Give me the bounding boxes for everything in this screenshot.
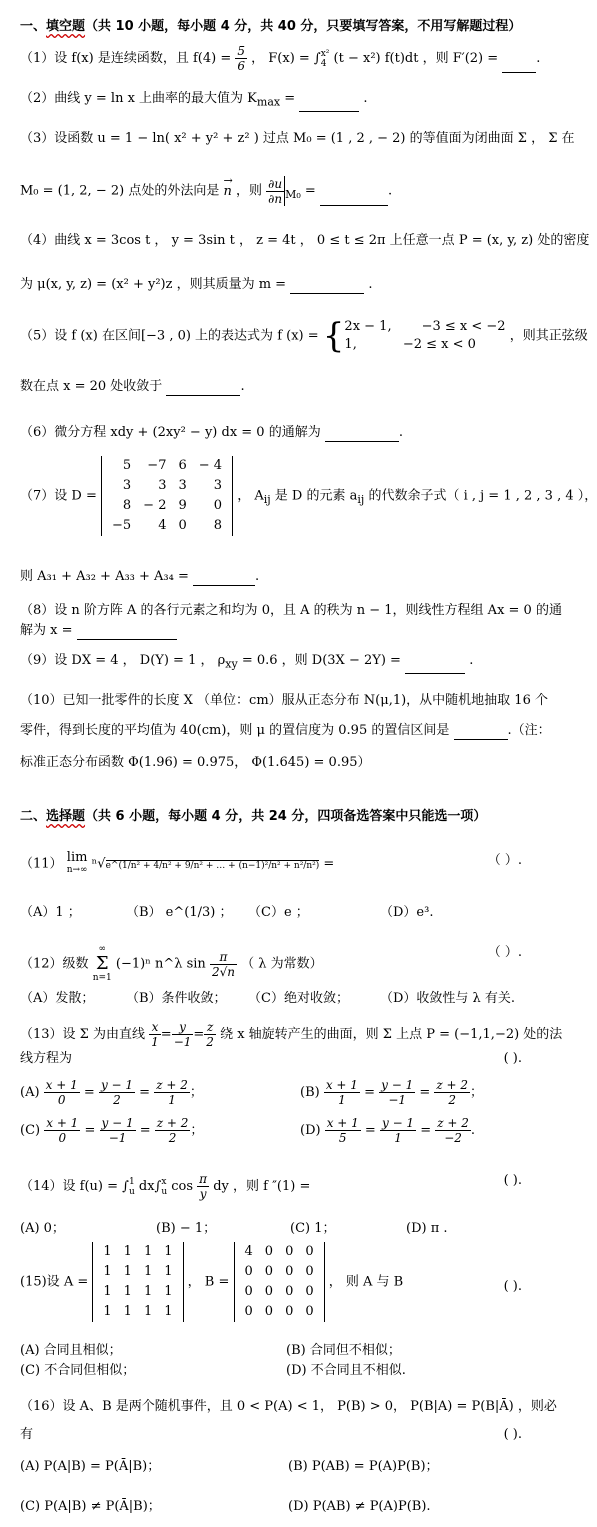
q1-fraction	[235, 44, 247, 73]
q14-option-c[interactable]: (C) 1；	[290, 1221, 336, 1236]
q7-det-cell: 0	[178, 518, 187, 533]
question-10-line-3	[20, 754, 546, 772]
q7-text-c: 是 D 的元素 a	[274, 488, 358, 504]
q13-eq2: =	[193, 1027, 205, 1042]
q5-cond1: −3 ≤ x < −2	[421, 319, 506, 334]
q7-det-cell: − 2	[143, 498, 167, 513]
q13-option-num: x + 1	[325, 1078, 358, 1092]
q7-det-row	[106, 516, 228, 536]
q15-a-cell: 1	[123, 1264, 132, 1279]
q7-text-d: 的代数余子式（ i , j = 1 , 2 , 3 , 4 ），	[368, 488, 597, 504]
q13-option-eq: =	[360, 1123, 380, 1138]
q7-det-cell: 6	[178, 458, 187, 473]
q7-text-b: ， A	[237, 488, 264, 504]
q15-b-row	[239, 1282, 320, 1302]
q15-option-a[interactable]: (A) 合同且相似；	[20, 1343, 122, 1358]
q15-a-cell: 1	[103, 1244, 112, 1259]
q13-option-den: 1	[394, 1131, 402, 1145]
question-16-line-1	[20, 1398, 557, 1416]
q13-option-den: 2	[113, 1093, 121, 1107]
q14-lo1: u	[128, 1186, 135, 1197]
question-3-line-1	[20, 130, 575, 148]
q13-option-eq: =	[415, 1085, 435, 1100]
q13-option-fraction	[325, 1116, 361, 1145]
q16-answer-paren[interactable]: ( ).	[503, 1427, 522, 1442]
q1-text-b: ， F(x) = ∫	[251, 51, 321, 66]
q15-a-cell: 1	[103, 1304, 112, 1319]
q15-b-cell: 0	[264, 1284, 274, 1299]
q7-bsub: ij	[263, 493, 271, 507]
q13-option-den: −1	[388, 1093, 407, 1107]
q3-eval-point: M₀	[285, 188, 301, 202]
q7-det-cell: 3	[213, 478, 223, 493]
q3-normal-vector	[223, 173, 233, 199]
q14-num: π	[199, 1172, 208, 1186]
q13-option-den: 1	[168, 1093, 176, 1107]
q11-expression: e^(1/n² + 4/n² + 9/n² + … + (n−1)²/n² + n²/n²)	[105, 860, 320, 871]
q9-end: .	[469, 653, 474, 668]
q6-end: .	[398, 425, 403, 440]
q13-f2d: −1	[173, 1035, 192, 1049]
q7-det-cell: 9	[178, 498, 187, 513]
q13-option-fraction	[434, 1078, 470, 1107]
q15-b-cell: 0	[244, 1264, 253, 1279]
q15-answer-paren[interactable]: ( ).	[503, 1279, 522, 1294]
q13-option-den: −1	[108, 1131, 127, 1145]
q15-matrix-a	[92, 1242, 183, 1322]
q13-option-num: z + 2	[436, 1078, 469, 1092]
q13-f1n: x	[149, 1020, 161, 1035]
q11-answer-paren[interactable]: （ ）.	[487, 853, 522, 868]
q13-option-num: x + 1	[326, 1116, 359, 1130]
q12-option-a[interactable]: （A）发散；	[20, 991, 95, 1006]
q4-end: .	[368, 277, 373, 292]
q12-text-c: （ λ 为常数）	[241, 956, 323, 972]
q13-option-eq: =	[80, 1123, 100, 1138]
q14-option-b[interactable]: (B) − 1；	[156, 1221, 217, 1236]
q15-b-row	[239, 1262, 320, 1282]
q7-det-cell: − 4	[198, 458, 223, 473]
q14-text-d: dy ，则 f ″(1) =	[213, 1179, 311, 1194]
q7-det-row	[106, 496, 228, 516]
q11-option-a[interactable]: （A）1 ；	[20, 905, 81, 920]
q15-a-cell: 1	[123, 1284, 132, 1299]
q1-text-a: （1）设 f(x) 是连续函数，且 f(4) =	[20, 51, 232, 66]
question-9	[20, 652, 546, 674]
q13-option-den: 5	[338, 1131, 347, 1145]
q2-end: .	[363, 91, 368, 106]
q15-option-d[interactable]: (D) 不合同且不相似.	[286, 1363, 406, 1378]
q15-b-cell: 0	[264, 1264, 274, 1279]
q16-text-a: （16）设 A、B 是两个随机事件，且 0 < P(A) < 1， P(B) > 0， P(B|A) = P(B|Ā) ，则必	[20, 1399, 557, 1414]
q1-num: 5	[237, 44, 245, 58]
question-10-line-2	[20, 722, 551, 740]
q7-det-cell: 3	[158, 478, 167, 493]
q14-hi2: x	[161, 1176, 167, 1187]
q13-option-fraction	[155, 1116, 191, 1145]
q2-text-b: =	[284, 91, 296, 106]
q7-csub: ij	[357, 493, 365, 507]
q12-answer-paren[interactable]: （ ）.	[487, 945, 522, 960]
q7-determinant-table	[106, 456, 228, 536]
q3-text-c: ，则	[235, 183, 262, 199]
q13-f1d: 1	[151, 1035, 159, 1049]
q11-text-a: （11）	[20, 856, 63, 872]
q15-b-cell: 0	[285, 1284, 294, 1299]
q4-text-b: 为 μ(x, y, z) = (x² + y²)z ，则其质量为 m =	[20, 277, 287, 292]
vector-arrow-icon: →	[223, 173, 233, 187]
q13-option-fraction	[99, 1078, 135, 1107]
question-5-line-1	[20, 316, 588, 356]
q7-det-row	[106, 456, 228, 476]
q7-det-cell: 0	[213, 498, 223, 513]
section-prefix: 二、	[20, 809, 47, 824]
question-6	[20, 424, 546, 442]
question-8-line-2	[20, 622, 546, 640]
q7-det-cell: 8	[213, 518, 223, 533]
q14-den: y	[199, 1187, 207, 1201]
q13-text-a: （13）设 Σ 为由直线	[20, 1027, 145, 1042]
section-title: 选择题	[46, 809, 86, 824]
q7-det-cell: 3	[178, 478, 187, 493]
question-4-line-2	[20, 276, 546, 294]
q13-option-fraction	[380, 1116, 416, 1145]
q3-text-b: M₀ = (1, 2, − 2) 点处的外法向是	[20, 183, 220, 199]
q1-upper-limit: x²	[320, 48, 330, 59]
q15-b-row	[239, 1242, 320, 1262]
question-8-line-1	[20, 602, 562, 620]
q7-det-cell: −5	[112, 518, 132, 533]
q13-f3d: 2	[206, 1035, 214, 1049]
q15-b-cell: 0	[285, 1304, 294, 1319]
q12-option-d[interactable]: （D）收敛性与 λ 有关.	[380, 991, 516, 1006]
q15-b-cell: 0	[244, 1284, 253, 1299]
q14-answer-paren[interactable]: ( ).	[503, 1173, 522, 1188]
question-12	[20, 944, 546, 984]
q12-sum-symbol: Σ	[95, 953, 109, 974]
q1-den: 6	[237, 59, 245, 73]
question-7-line-2	[20, 568, 546, 586]
q15-a-row	[97, 1302, 178, 1322]
q14-option-a[interactable]: (A) 0；	[20, 1221, 65, 1236]
q3-den: ∂n	[268, 191, 283, 206]
q14-text-b: dx∫	[138, 1179, 162, 1194]
q10-text-c: .（注：	[507, 723, 551, 738]
question-7-line-1	[20, 456, 597, 536]
q8-text-b: 解为 x =	[20, 623, 73, 638]
q6-text-a: （6）微分方程 xdy + (2xy² − y) dx = 0 的通解为	[20, 425, 321, 440]
q16-options	[20, 1458, 546, 1518]
q13-option-den: 1	[338, 1093, 346, 1107]
q5-cases	[344, 318, 505, 354]
q3-num: ∂u	[268, 176, 283, 191]
q4-answer-blank[interactable]	[290, 279, 364, 294]
q15-a-cell: 1	[143, 1304, 153, 1319]
q13-option-num: z + 2	[437, 1116, 469, 1130]
q5-end: .	[240, 379, 245, 394]
q8-answer-blank[interactable]	[77, 625, 177, 640]
q15-option-c[interactable]: (C) 不合同但相似；	[20, 1363, 136, 1378]
q5-case1: 2x − 1,	[344, 319, 392, 334]
q9-answer-blank[interactable]	[405, 659, 465, 674]
q13-option-fraction	[324, 1078, 360, 1107]
q15-text-c: ， 则 A 与 B	[328, 1274, 404, 1290]
question-14	[20, 1172, 546, 1201]
q15-b-cell: 0	[305, 1284, 314, 1299]
q13-frac-z	[204, 1020, 216, 1049]
q3-text-a: （3）设函数 u = 1 − ln( x² + y² + z² ) 过点 M₀ = (1 , 2 , − 2) 的等值面为闭曲面 Σ ， Σ 在	[20, 131, 575, 146]
q15-b-cell: 0	[264, 1304, 274, 1319]
q13-option-fraction	[435, 1116, 471, 1145]
q15-a-row	[97, 1242, 178, 1262]
q15-a-cell: 1	[123, 1304, 132, 1319]
q2-answer-blank[interactable]	[299, 97, 359, 112]
q15-b-cell: 0	[305, 1304, 314, 1319]
question-3-line-2	[20, 173, 546, 206]
question-13-line-1	[20, 1020, 563, 1049]
q15-matrix-a-table	[97, 1242, 178, 1322]
q15-b-cell: 0	[305, 1244, 314, 1259]
q2-sub: max	[256, 95, 281, 109]
q3-answer-blank[interactable]	[320, 191, 388, 206]
q13-option-eq: =	[359, 1085, 380, 1100]
q7-text-e: 则 A₃₁ + A₃₂ + A₃₃ + A₃₄ =	[20, 569, 189, 584]
q13-option-num: y − 1	[101, 1116, 134, 1130]
q15-b-row	[239, 1302, 320, 1322]
section-header-fill	[20, 18, 546, 36]
question-11	[20, 852, 546, 876]
q13-option-a[interactable]	[20, 1078, 203, 1107]
q5-text-b: ，则其正弦级	[509, 328, 588, 344]
q13-text-c: 线方程为	[20, 1051, 73, 1066]
q16-text-b: 有	[20, 1427, 34, 1442]
q14-text-a: （14）设 f(u) = ∫	[20, 1179, 129, 1194]
q13-option-fraction	[44, 1116, 80, 1145]
q13-option-num: y − 1	[100, 1078, 134, 1092]
q11-option-c[interactable]: （C）e ；	[248, 905, 309, 920]
q14-lo2: u	[161, 1186, 168, 1197]
question-2	[20, 90, 546, 112]
q7-det-cell: 4	[158, 518, 167, 533]
q15-a-cell: 1	[143, 1244, 153, 1259]
q12-sum	[93, 944, 112, 984]
q13-option-num: x + 1	[45, 1078, 78, 1092]
question-16-line-2	[20, 1426, 546, 1444]
q13-f3n: z	[204, 1020, 216, 1035]
q11-equals: =	[323, 856, 335, 872]
q11-lim: lim	[66, 850, 88, 865]
q3-text-d: =	[304, 183, 316, 199]
q9-text-b: = 0.6 ，则 D(3X − 2Y) =	[241, 653, 401, 668]
q5-text-c: 数在点 x = 20 处收敛于	[20, 379, 163, 394]
q15-a-cell: 1	[143, 1264, 153, 1279]
q15-matrix-b-table	[239, 1242, 320, 1322]
question-4-line-1	[20, 232, 590, 250]
q12-fraction	[210, 950, 237, 979]
q13-option-den: 2	[448, 1093, 457, 1107]
q5-brace: {	[322, 316, 345, 356]
q13-option-den: 0	[58, 1131, 67, 1145]
section-prefix: 一、	[20, 19, 47, 34]
q15-b-cell: 0	[305, 1264, 314, 1279]
q3-derivative	[266, 177, 284, 206]
q12-sum-upper: ∞	[98, 944, 106, 954]
q15-b-cell: 0	[285, 1264, 294, 1279]
q15-a-cell: 1	[164, 1264, 173, 1279]
q13-option-fraction	[44, 1078, 80, 1107]
q15-a-cell: 1	[123, 1244, 132, 1259]
q13-option-label: (D)	[300, 1123, 325, 1138]
question-10-line-1	[20, 692, 546, 710]
q12-text-b: (−1)ⁿ n^λ sin	[115, 956, 206, 972]
q13-option-fraction	[154, 1078, 190, 1107]
q7-text-a: （7）设 D =	[20, 488, 97, 504]
q13-option-eq: =	[416, 1123, 436, 1138]
q7-end: .	[255, 569, 260, 584]
q15-a-cell: 1	[143, 1284, 153, 1299]
q15-text-b: ， B =	[187, 1274, 230, 1290]
section-title: 填空题	[46, 19, 86, 34]
q14-option-d[interactable]: (D) π .	[406, 1221, 448, 1236]
q12-sum-lower: n=1	[92, 973, 112, 983]
q13-answer-paren[interactable]: ( ).	[503, 1051, 522, 1066]
q12-num: π	[210, 950, 237, 965]
q13-option-den: 2	[168, 1131, 177, 1145]
question-1	[20, 44, 546, 73]
q13-option-fraction	[100, 1116, 136, 1145]
q9-text-a: （9）设 DX = 4 ， D(Y) = 1 ， ρ	[20, 653, 226, 668]
q11-limsub: n→∞	[66, 865, 88, 875]
q7-answer-blank[interactable]	[193, 571, 255, 586]
q13-option-end: .	[470, 1123, 476, 1138]
q14-hi1: 1	[128, 1176, 135, 1187]
question-13-line-2	[20, 1050, 546, 1068]
q13-frac-y	[172, 1020, 194, 1049]
q12-option-b[interactable]: （B）条件收敛；	[126, 991, 227, 1006]
q13-option-b[interactable]	[300, 1078, 483, 1107]
q13-option-eq: =	[135, 1085, 155, 1100]
q13-f2n: y	[172, 1020, 194, 1035]
q13-option-end: ；	[190, 1123, 204, 1138]
q13-option-den: −2	[444, 1131, 462, 1145]
q13-option-label: (C)	[20, 1123, 45, 1138]
q7-det-cell: 3	[122, 478, 132, 493]
q15-a-cell: 1	[164, 1244, 173, 1259]
q15-b-cell: 0	[285, 1244, 294, 1259]
question-5-line-2	[20, 378, 546, 396]
q15-a-cell: 1	[164, 1284, 173, 1299]
q13-option-c[interactable]	[20, 1116, 203, 1145]
q13-option-label: (B)	[300, 1085, 324, 1100]
q11-root: ⁿ√	[91, 856, 106, 872]
q3-end: .	[387, 183, 393, 199]
q10-answer-blank[interactable]	[454, 725, 508, 740]
q8-text-a: （8）设 n 阶方阵 A 的各行元素之和均为 0，且 A 的秩为 n − 1，则线性方程组 Ax = 0 的通	[20, 603, 562, 618]
q13-option-d[interactable]	[300, 1116, 475, 1145]
q13-option-end: ；	[470, 1085, 484, 1100]
section-desc: （共 6 小题，每小题 4 分，共 24 分，四项备选答案中只能选一项）	[85, 809, 487, 824]
question-15	[20, 1242, 546, 1322]
q15-option-b[interactable]: (B) 合同但不相似；	[286, 1343, 401, 1358]
q5-case2: 1,	[344, 337, 357, 352]
q7-det-cell: 8	[122, 498, 132, 513]
q11-option-b[interactable]: （B） e^(1/3) ；	[126, 905, 233, 920]
q15-matrix-b	[234, 1242, 325, 1322]
q13-option-num: z + 2	[156, 1078, 188, 1092]
q5-cond2: −2 ≤ x < 0	[402, 337, 476, 352]
q4-text-a: （4）曲线 x = 3cos t ， y = 3sin t ， z = 4t ， 0 ≤ t ≤ 2π 上任意一点 P = (x, y, z) 处的密度	[20, 233, 590, 248]
q15-a-cell: 1	[103, 1264, 112, 1279]
q16-option-c[interactable]: (C) P(A|B) ≠ P(Ā|B)；	[20, 1499, 161, 1514]
q13-option-num: y − 1	[381, 1116, 415, 1130]
q12-text-a: （12）级数	[20, 956, 89, 972]
q14-text-c: cos	[171, 1179, 194, 1194]
q15-b-cell: 4	[244, 1244, 253, 1259]
q7-det-row	[106, 476, 228, 496]
q13-option-fraction	[379, 1078, 415, 1107]
q13-eq1: =	[160, 1027, 172, 1042]
q15-text-a: (15)设 A =	[20, 1274, 89, 1290]
q7-det-cell: −7	[147, 458, 167, 473]
q13-option-num: y − 1	[381, 1078, 414, 1092]
q16-option-a[interactable]: (A) P(A|B) = P(Ā|B)；	[20, 1459, 161, 1474]
q7-det-cell: 5	[122, 458, 132, 473]
q10-text-b: 零件，得到长度的平均值为 40(cm)，则 μ 的置信度为 0.95 的置信区间是	[20, 723, 450, 738]
q1-text-c: (t − x²) f(t)dt ，则 F′(2) =	[333, 51, 499, 66]
q2-text-a: （2）曲线 y = ln x 上曲率的最大值为 K	[20, 91, 257, 106]
q16-option-b[interactable]: (B) P(AB) = P(A)P(B)；	[288, 1459, 439, 1474]
q13-option-eq: =	[79, 1085, 99, 1100]
q12-den: 2√n	[211, 964, 235, 979]
q1-lower-limit: 4	[320, 58, 327, 69]
q15-options	[20, 1342, 546, 1382]
q10-text-d: 标准正态分布函数 Φ(1.96) = 0.975， Φ(1.645) = 0.95）	[20, 755, 371, 770]
q10-text-a: （10）已知一批零件的长度 X （单位：cm）服从正态分布 N(μ,1)，从中随机地抽取 16 个	[20, 693, 548, 708]
q15-b-cell: 0	[264, 1244, 274, 1259]
q5-text-a: （5）设 f (x) 在区间[−3 , 0) 上的表达式为 f (x) =	[20, 328, 319, 344]
q13-options	[20, 1078, 546, 1158]
q7-determinant	[101, 456, 233, 536]
q13-option-den: 0	[57, 1093, 66, 1107]
q5-answer-blank[interactable]	[166, 381, 240, 396]
q11-limit	[67, 852, 88, 876]
q16-option-d[interactable]: (D) P(AB) ≠ P(A)P(B).	[288, 1499, 431, 1514]
q1-end: .	[536, 51, 541, 66]
q15-a-cell: 1	[164, 1304, 173, 1319]
q3-vector-name: n	[223, 183, 232, 199]
section-header-choice	[20, 808, 546, 826]
q13-frac-x	[149, 1020, 161, 1049]
q13-option-eq: =	[135, 1123, 155, 1138]
section-desc: （共 10 小题，每小题 4 分，共 40 分，只要填写答案，不用写解题过程）	[85, 19, 522, 34]
q6-answer-blank[interactable]	[325, 427, 399, 442]
q13-option-end: ；	[189, 1085, 203, 1100]
q14-fraction	[197, 1172, 209, 1201]
q13-text-b: 绕 x 轴旋转产生的曲面，则 Σ 上点 P = (−1,1,−2) 处的法	[220, 1027, 563, 1042]
q12-option-c[interactable]: （C）绝对收敛；	[248, 991, 349, 1006]
q15-a-cell: 1	[103, 1284, 112, 1299]
q15-b-cell: 0	[244, 1304, 253, 1319]
q9-sub: xy	[225, 657, 238, 671]
q15-a-row	[97, 1282, 178, 1302]
q13-option-num: z + 2	[156, 1116, 189, 1130]
q1-answer-blank[interactable]	[502, 58, 536, 73]
q13-option-label: (A)	[20, 1085, 44, 1100]
q15-a-row	[97, 1262, 178, 1282]
q13-option-num: x + 1	[46, 1116, 79, 1130]
q11-option-d[interactable]: （D）e³.	[380, 905, 434, 920]
